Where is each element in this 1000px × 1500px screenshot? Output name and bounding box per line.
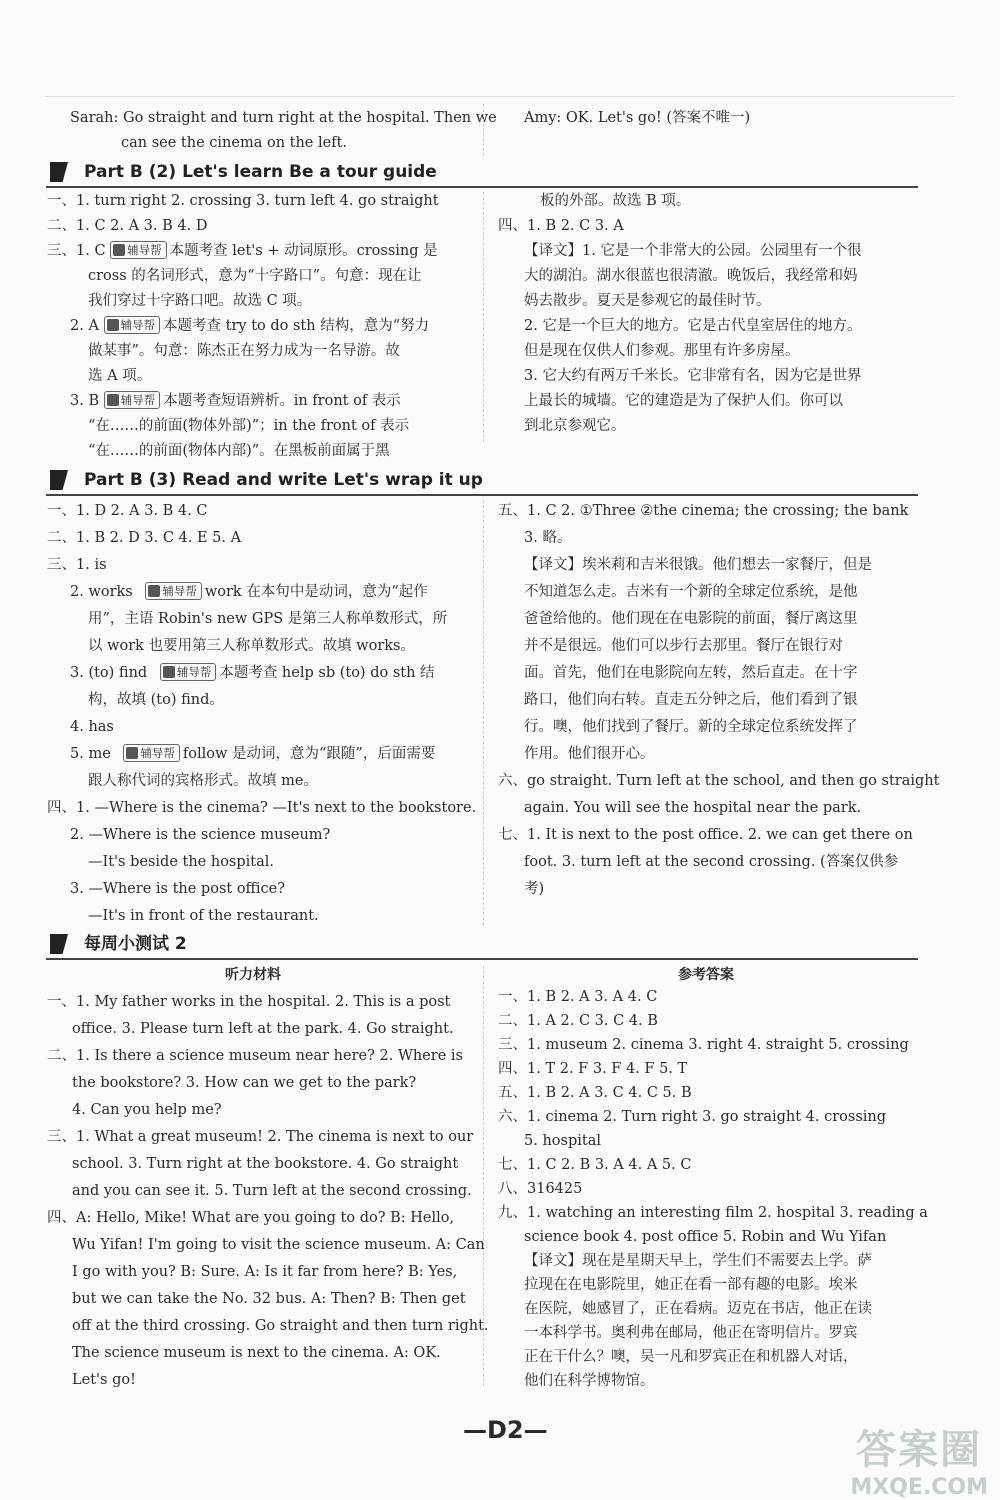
answer-line: foot. 3. turn left at the second crossing. (答案仅供参 [524,854,899,870]
listening-line: 二、1. Is there a science museum near here? 2. Where is [47,1048,463,1064]
listening-line: Wu Yifan! I'm going to visit the science museum. A: Can [72,1237,485,1253]
translation-line: 大的湖泊。湖水很蓝也很清澈。晚饭后，我经常和妈 [524,268,858,284]
listening-line: the bookstore? 3. How can we get to the park? [72,1075,417,1091]
helper-tag: 辅导帮 [160,663,217,681]
answer-line: 七、1. C 2. B 3. A 4. A 5. C [498,1157,692,1173]
top-rule [45,96,955,97]
answer-line: 选 A 项。 [88,368,152,384]
dialog-line: can see the cinema on the left. [121,135,348,151]
listening-line: off at the third crossing. Go straight and then turn right. [72,1318,489,1334]
book-icon [148,585,160,597]
answer-line: again. You will see the hospital near the park. [524,800,862,816]
answer-line: 3. —Where is the post office? [70,881,285,897]
book-icon [163,666,175,678]
answer-line: 3. (to) find 辅导帮 本题考查 help sb (to) do sth 结 [70,665,435,681]
answer-line: “在……的前面(物体内部)”。在黑板前面属于黑 [88,443,390,459]
answer-line: 一、1. turn right 2. crossing 3. turn left 4. go straight [47,193,439,209]
answer-line: 5. hospital [524,1133,601,1149]
listening-line: 四、A: Hello, Mike! What are you going to do? B: Hello, [47,1210,455,1226]
book-icon [107,394,119,406]
subsection-title: 听力材料 [225,967,281,983]
answer-line: 二、1. A 2. C 3. C 4. B [498,1013,658,1029]
answer-line: 四、1. B 2. C 3. A [498,218,624,234]
answer-line: 用”，主语 Robin's new GPS 是第三人称单数形式，所 [88,611,448,627]
helper-tag: 辅导帮 [110,241,167,259]
translation-line: 但是现在仅供人们参观。那里有许多房屋。 [524,343,800,359]
answer-line: 以 work 也要用第三人称单数形式。故填 works。 [88,638,415,654]
answer-line: “在……的前面(物体外部)”；in the front of 表示 [88,418,410,434]
translation-line: 作用。他们很开心。 [524,746,655,762]
section-title: 每周小测试 2 [84,934,187,954]
answer-line: 跟人称代词的宾格形式。故填 me。 [88,773,318,789]
answer-line: 考) [524,881,545,897]
helper-tag: 辅导帮 [104,316,161,334]
translation-line: 【译文】埃米莉和吉米很饿。他们想去一家餐厅，但是 [524,557,872,573]
listening-line: Let's go! [72,1372,136,1388]
translation-line: 行。噢，他们找到了餐厅。新的全球定位系统发挥了 [524,719,858,735]
translation-line: 爸爸给他的。他们现在在电影院的前面，餐厅离这里 [524,611,858,627]
answer-line: 九、1. watching an interesting film 2. hospital 3. reading a [498,1205,928,1221]
section-title: Part B (3) Read and write Let's wrap it up [84,470,483,490]
section-header [46,468,918,496]
answer-line: 六、1. cinema 2. Turn right 3. go straight 4. crossing [498,1109,887,1125]
translation-line: 不知道怎么走。吉米有一个新的全球定位系统，是他 [524,584,858,600]
translation-line: 【译文】现在是星期天早上，学生们不需要去上学。萨 [524,1253,872,1269]
page-number: —D2— [463,1416,548,1444]
book-icon [113,244,125,256]
answer-line: 三、1. C 辅导帮 本题考查 let's + 动词原形。crossing 是 [47,243,438,259]
answer-line: 2. A 辅导帮 本题考查 try to do sth 结构，意为“努力 [70,318,430,334]
book-icon [107,319,119,331]
translation-line: 正在干什么？噢，吴一凡和罗宾正在和机器人对话， [524,1349,858,1365]
listening-line: 三、1. What a great museum! 2. The cinema is next to our [47,1129,474,1145]
translation-line: 一本科学书。奥利弗在邮局，他正在寄明信片。罗宾 [524,1325,858,1341]
answer-line: 板的外部。故选 B 项。 [540,193,691,209]
section-header [46,932,918,960]
watermark: 答案圈 MXQE.COM [850,1427,988,1500]
column-divider [483,104,484,156]
listening-line: but we can take the No. 32 bus. A: Then? B: Then get [72,1291,466,1307]
listening-line: 4. Can you help me? [72,1102,222,1118]
listening-line: school. 3. Turn right at the bookstore. 4. Go straight [72,1156,459,1172]
helper-tag: 辅导帮 [123,744,180,762]
listening-line: The science museum is next to the cinema. A: OK. [72,1345,441,1361]
translation-line: 他们在科学博物馆。 [524,1373,655,1389]
answer-line: 二、1. C 2. A 3. B 4. D [47,218,208,234]
answer-line: 四、1. —Where is the cinema? —It's next to the bookstore. [47,800,477,816]
translation-line: 面。首先，他们在电影院向左转，然后直走。在十字 [524,665,858,681]
answer-line: 三、1. is [47,557,107,573]
answer-line: 5. me 辅导帮 follow 是动词，意为“跟随”，后面需要 [70,746,436,762]
answer-line: —It's in front of the restaurant. [88,908,319,924]
translation-line: 3. 它大约有两万千米长。它非常有名，因为它是世界 [524,368,862,384]
answer-line: 构，故填 (to) find。 [88,692,224,708]
answer-line: 一、1. D 2. A 3. B 4. C [47,503,208,519]
answer-line: 五、1. B 2. A 3. C 4. C 5. B [498,1085,692,1101]
translation-line: 在医院，她感冒了，正在看病。迈克在书店，他正在读 [524,1301,872,1317]
answer-line: —It's beside the hospital. [88,854,275,870]
section-mark-icon [50,934,68,954]
answer-line: science book 4. post office 5. Robin and Wu Yifan [524,1229,887,1245]
helper-tag: 辅导帮 [104,391,161,409]
book-icon [126,747,138,759]
column-divider [483,192,484,442]
answer-line: 3. 略。 [524,530,572,546]
section-header [46,160,918,188]
translation-line: 【译文】1. 它是一个非常大的公园。公园里有一个很 [524,243,862,259]
answer-line: 2. works 辅导帮 work 在本句中是动词，意为“起作 [70,584,428,600]
listening-line: 一、1. My father works in the hospital. 2. This is a post [47,994,451,1010]
answer-line: 我们穿过十字路口吧。故选 C 项。 [88,293,312,309]
answer-line: 五、1. C 2. ①Three ②the cinema; the crossing; the bank [498,503,909,519]
translation-line: 到北京参观它。 [524,418,626,434]
answer-line: 二、1. B 2. D 3. C 4. E 5. A [47,530,242,546]
translation-line: 妈去散步。夏天是参观它的最佳时节。 [524,293,771,309]
dialog-line: Amy: OK. Let's go! (答案不唯一) [524,110,751,126]
translation-line: 拉现在在电影院里，她正在看一部有趣的电影。埃米 [524,1277,858,1293]
answer-line: 一、1. B 2. A 3. A 4. C [498,989,658,1005]
answer-line: 2. —Where is the science museum? [70,827,331,843]
translation-line: 2. 它是一个巨大的地方。它是古代皇室居住的地方。 [524,318,862,334]
answer-line: 三、1. museum 2. cinema 3. right 4. straight 5. crossing [498,1037,909,1053]
listening-line: I go with you? B: Sure. A: Is it far from here? B: Yes, [72,1264,458,1280]
helper-tag: 辅导帮 [145,582,202,600]
section-title: Part B (2) Let's learn Be a tour guide [84,162,437,182]
answer-line: 七、1. It is next to the post office. 2. we can get there on [498,827,913,843]
listening-line: office. 3. Please turn left at the park. 4. Go straight. [72,1021,454,1037]
answer-line: 做某事”。句意：陈杰正在努力成为一名导游。故 [88,343,400,359]
dialog-line: Sarah: Go straight and turn right at the hospital. Then we [70,110,497,126]
answer-line: 4. has [70,719,114,735]
section-mark-icon [50,470,68,490]
subsection-title: 参考答案 [678,967,734,983]
translation-line: 路口，他们向右转。直走五分钟之后，他们看到了银 [524,692,858,708]
translation-line: 并不是很远。他们可以步行去那里。餐厅在银行对 [524,638,843,654]
answer-line: 3. B 辅导帮 本题考查短语辨析。in front of 表示 [70,393,401,409]
answer-line: cross 的名词形式，意为“十字路口”。句意：现在让 [88,268,422,284]
answer-line: 四、1. T 2. F 3. F 4. F 5. T [498,1061,688,1077]
answer-line: 六、go straight. Turn left at the school, and then go straight [498,773,940,789]
section-mark-icon [50,162,68,182]
translation-line: 上最长的城墙。它的建造是为了保护人们。你可以 [524,393,843,409]
listening-line: and you can see it. 5. Turn left at the second crossing. [72,1183,472,1199]
answer-line: 八、316425 [498,1181,583,1197]
column-divider [483,500,484,925]
